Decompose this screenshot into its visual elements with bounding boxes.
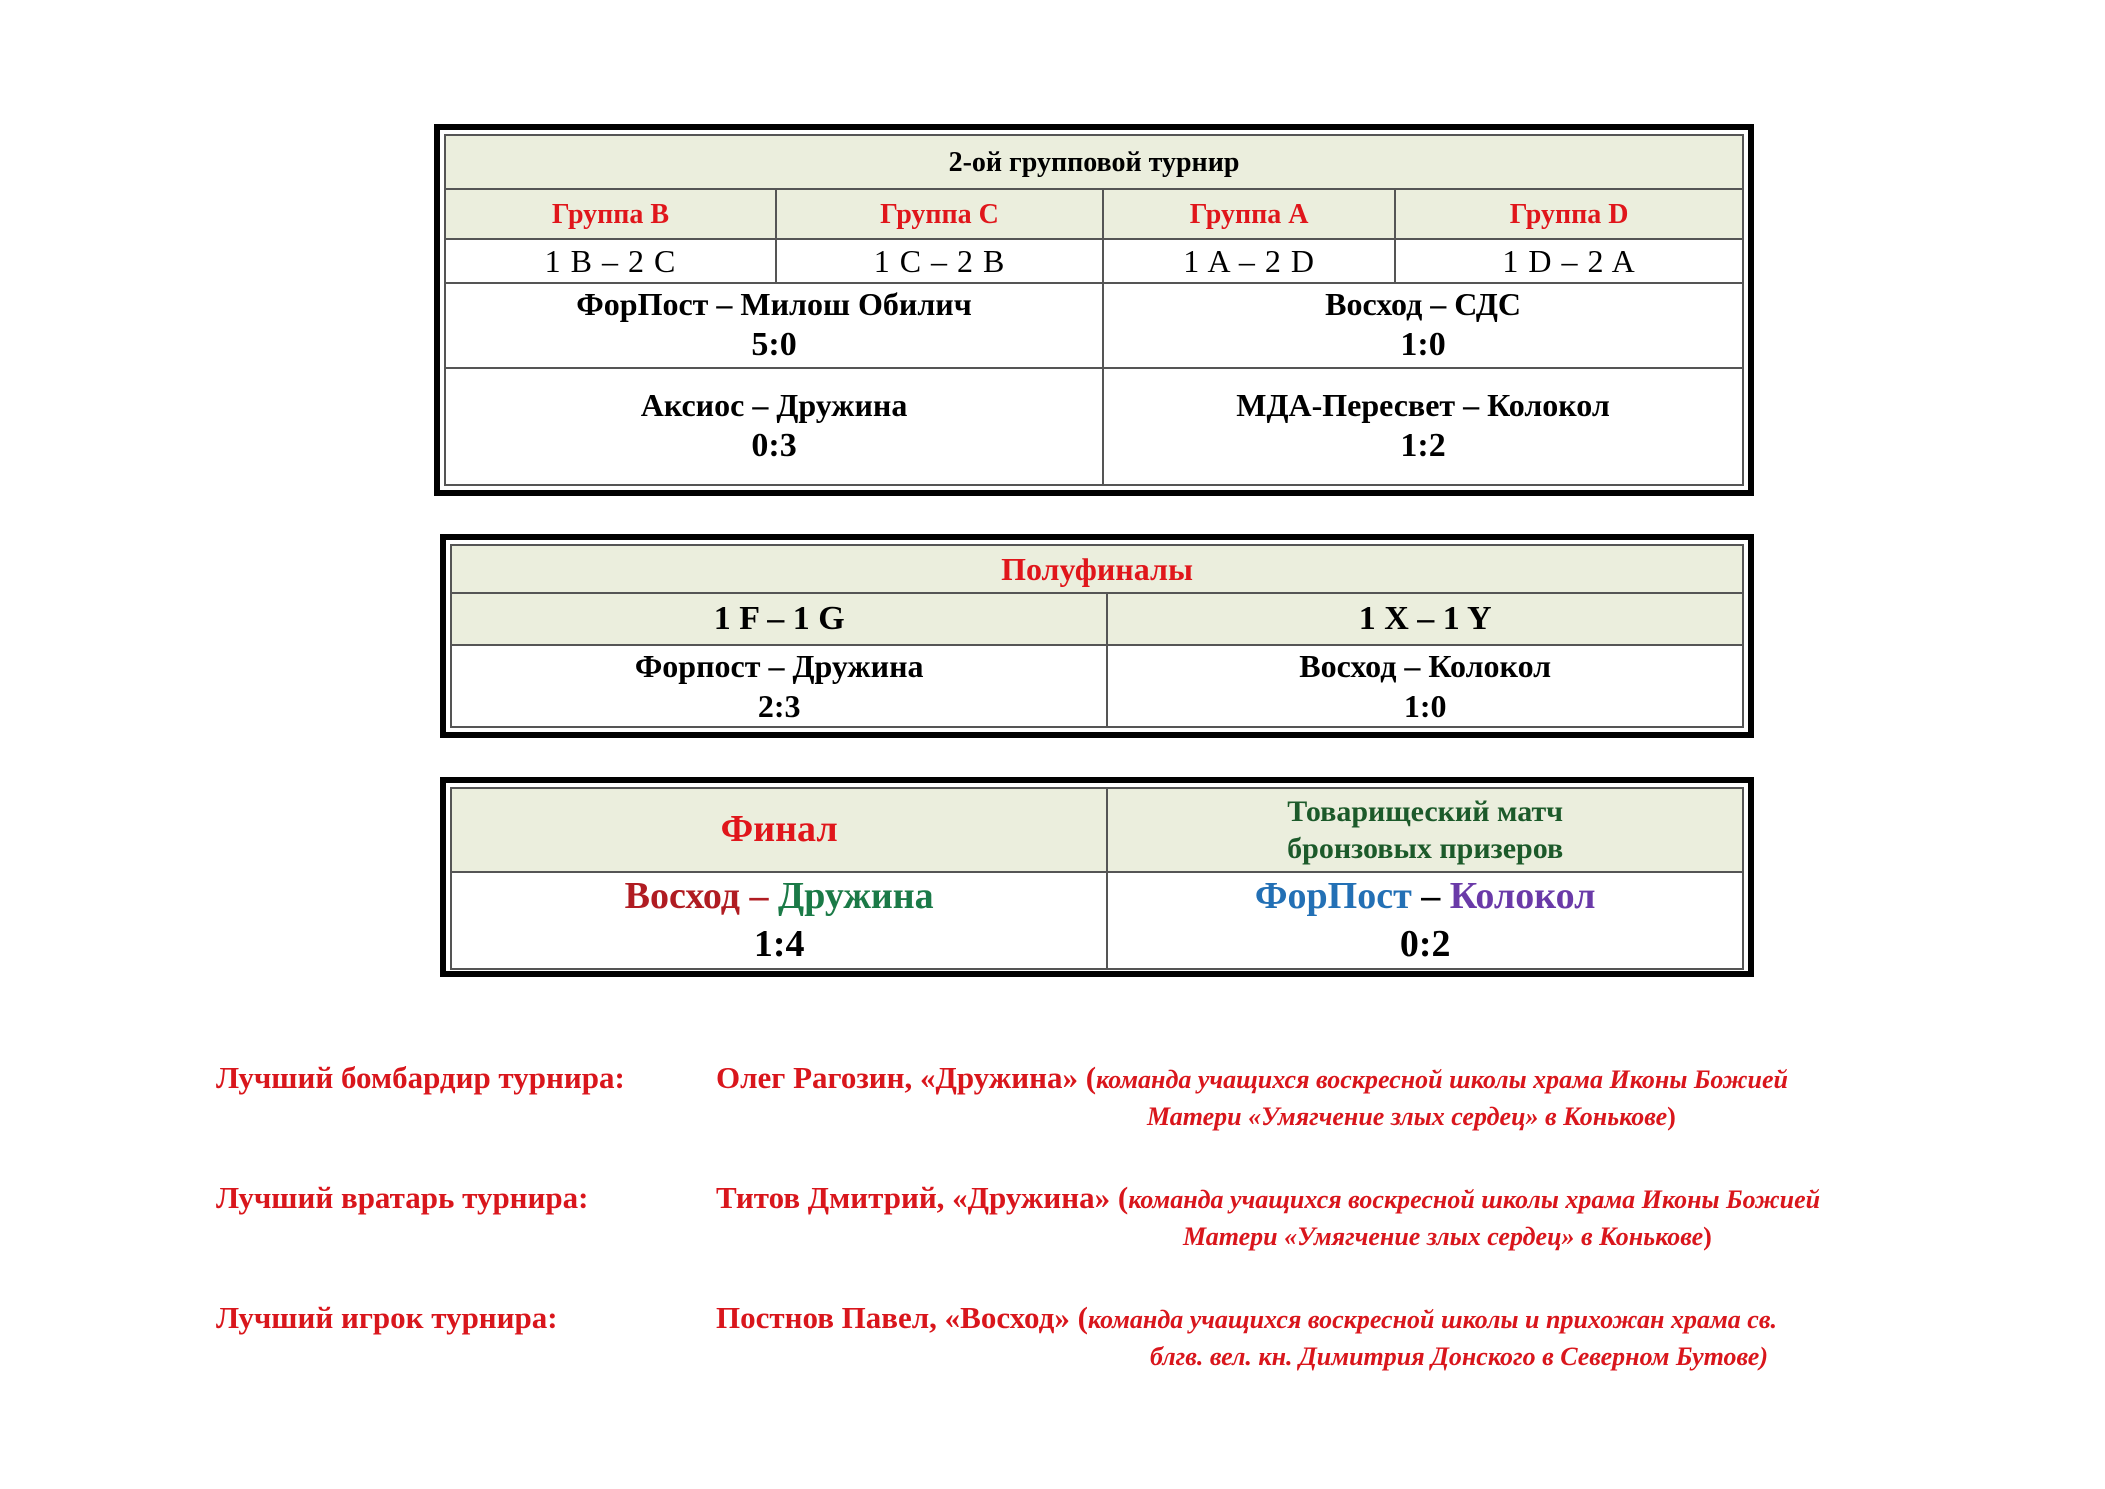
final-team-1: Восход — [624, 875, 741, 917]
award-row — [216, 1300, 2016, 1420]
pairing: 1 D – 2 A — [1395, 239, 1743, 283]
pairing: 1 A – 2 D — [1103, 239, 1395, 283]
group-stage-table — [434, 124, 1754, 496]
final-match-cell — [451, 872, 1107, 969]
award-winner: Постнов Павел, «Восход» — [716, 1300, 1070, 1335]
award-note: команда учащихся воскресной школы храма Иконы Божией — [1096, 1065, 1788, 1094]
pairing: 1 C – 2 B — [776, 239, 1103, 283]
award-winner-line: Постнов Павел, «Восход» (команда учащихся воскресной школы и прихожан храма св. — [716, 1300, 1777, 1335]
friendly-match-cell — [1107, 872, 1743, 969]
match-cell — [1103, 368, 1743, 486]
group-label: Группа C — [776, 189, 1103, 239]
group-label: Группа A — [1103, 189, 1395, 239]
award-row — [216, 1060, 2016, 1180]
award-note-line2: Матери «Умягчение злых сердец» в Конькове) — [1147, 1102, 1676, 1131]
match-score: 1:0 — [1400, 326, 1446, 363]
group-label: Группа B — [445, 189, 776, 239]
awards-section — [216, 1060, 2016, 1420]
award-note: команда учащихся воскресной школы и прихожан храма св. — [1087, 1305, 1777, 1334]
award-note-line2: блгв. вел. кн. Димитрия Донского в Северном Бутове) — [1150, 1342, 1769, 1371]
group-stage-title: 2-ой групповой турнир — [445, 135, 1743, 189]
match-teams: Восход – СДС — [1325, 286, 1521, 322]
final-score: 1:4 — [753, 922, 805, 965]
award-note-line2: Матери «Умягчение злых сердец» в Конькове) — [1183, 1222, 1712, 1251]
match-score: 1:2 — [1400, 427, 1446, 464]
pairing: 1 B – 2 C — [445, 239, 776, 283]
award-row — [216, 1180, 2016, 1300]
match-cell — [1107, 645, 1743, 727]
match-teams: ФорПост – Милош Обилич — [576, 286, 972, 322]
match-cell — [445, 368, 1103, 486]
final-team-2: Дружина — [778, 875, 934, 917]
friendly-teams — [1108, 873, 1742, 921]
friendly-title — [1107, 788, 1743, 872]
award-label: Лучший игрок турнира: — [216, 1300, 558, 1335]
semifinals-title: Полуфиналы — [451, 545, 1743, 593]
match-teams: Восход – Колокол — [1299, 648, 1552, 684]
match-score: 2:3 — [757, 688, 801, 724]
match-score: 0:3 — [751, 427, 797, 464]
award-label: Лучший вратарь турнира: — [216, 1180, 589, 1215]
award-winner: Титов Дмитрий, «Дружина» — [716, 1180, 1111, 1215]
group-label: Группа D — [1395, 189, 1743, 239]
friendly-title-line2: бронзовых призеров — [1287, 832, 1564, 865]
match-score: 1:0 — [1403, 688, 1447, 724]
team-separator: – — [740, 875, 779, 917]
team-separator: – — [1411, 875, 1450, 917]
match-teams: Аксиос – Дружина — [640, 387, 908, 423]
match-cell — [445, 283, 1103, 368]
award-winner-line: Титов Дмитрий, «Дружина» (команда учащихся воскресной школы храма Иконы Божией — [716, 1180, 1821, 1215]
award-winner: Олег Рагозин, «Дружина» — [716, 1060, 1078, 1095]
final-title: Финал — [451, 788, 1107, 872]
match-teams: Форпост – Дружина — [634, 648, 924, 684]
semifinal-pairing: 1 F – 1 G — [451, 593, 1107, 645]
semifinal-pairing: 1 X – 1 Y — [1107, 593, 1743, 645]
friendly-team-1: ФорПост — [1254, 875, 1412, 917]
friendly-title-line1: Товарищеский матч — [1287, 794, 1564, 828]
award-label: Лучший бомбардир турнира: — [216, 1060, 625, 1095]
friendly-score: 0:2 — [1399, 922, 1451, 965]
match-cell — [451, 645, 1107, 727]
match-teams: МДА-Пересвет – Колокол — [1236, 387, 1610, 423]
semifinals-table — [440, 534, 1754, 738]
final-table — [440, 777, 1754, 977]
match-cell — [1103, 283, 1743, 368]
award-note: команда учащихся воскресной школы храма Иконы Божией — [1128, 1185, 1821, 1214]
award-winner-line: Олег Рагозин, «Дружина» (команда учащихся воскресной школы храма Иконы Божией — [716, 1060, 1788, 1095]
match-score: 5:0 — [751, 326, 797, 363]
friendly-team-2: Колокол — [1449, 875, 1596, 917]
final-teams — [452, 873, 1106, 921]
